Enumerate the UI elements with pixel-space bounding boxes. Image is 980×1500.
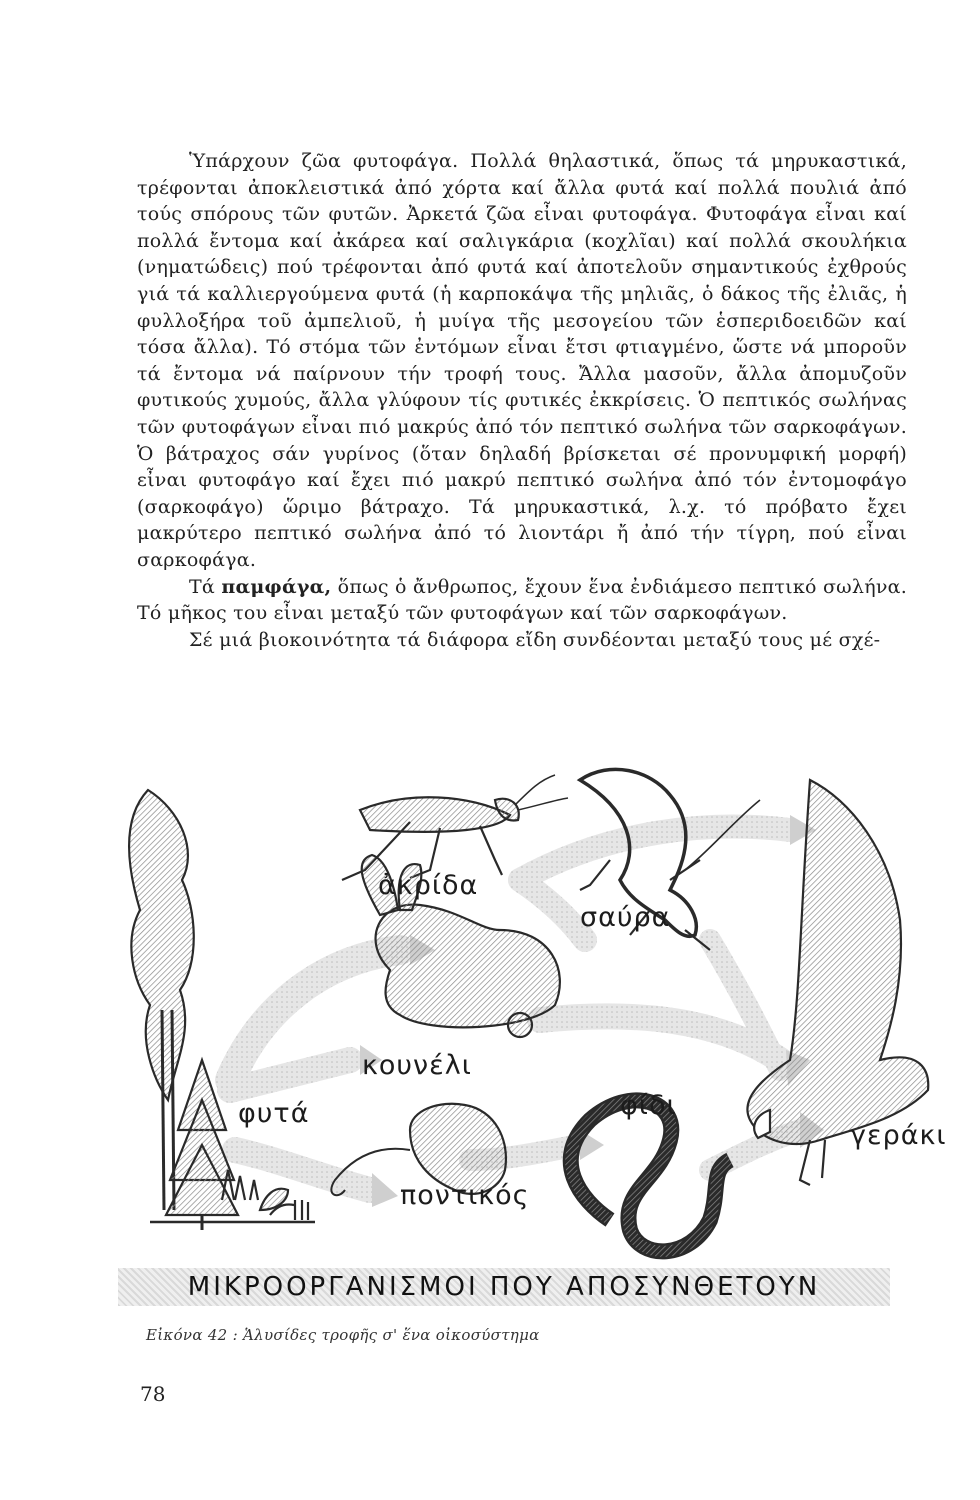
body-text: [137, 148, 907, 653]
paragraph-omnivores-start: Τά: [189, 575, 222, 598]
food-chain-illustration: [110, 760, 930, 1320]
decomposers-banner: [118, 1268, 890, 1306]
food-chain-figure: [110, 760, 947, 1320]
figure-caption: [146, 1326, 540, 1344]
label-snake: φίδι: [620, 1090, 677, 1121]
label-hawk: γεράκι: [850, 1120, 947, 1151]
label-mouse: ποντικός: [400, 1180, 530, 1211]
label-rabbit: κουνέλι: [362, 1050, 472, 1081]
label-lizard: σαύρα: [580, 902, 671, 933]
term-omnivores: παμφάγα,: [221, 575, 332, 598]
figure-caption-text: : Ἁλυσίδες τροφῆς σ' ἕνα οἰκοσύστημα: [227, 1326, 540, 1344]
page-number: 78: [140, 1382, 166, 1406]
decomposers-banner-text: ΜΙΚΡΟΟΡΓΑΝΙΣΜΟΙ ΠΟΥ ΑΠΟΣΥΝΘΕΤΟΥΝ: [187, 1272, 821, 1302]
paragraph-herbivores: Ὑπάρχουν ζῶα φυτοφάγα. Πολλά θηλαστικά, ὅπως τά μηρυκαστικά, τρέφονται ἀποκλειστικά ἀπό χόρτα καί ἄλλα φυτά καί πολλά πουλιά ἀπό τούς σπόρους τῶν φυτῶν. Ἀρκετά ζῶα εἶναι φυτοφάγα. Φυτοφάγα εἶναι καί πολλά ἔντομα καί ἀκάρεα καί σαλιγκάρια (κοχλῖαι) καί πολλά σκουλήκια (νηματώδεις) πού τρέφονται ἀπό φυτά καί ἀποτελοῦν σημαντικούς ἐχθρούς γιά τά καλλιεργούμενα φυτά (ἡ καρποκάψα τῆς μηλιᾶς, ὁ δάκος τῆς ἐλιᾶς, ἡ φυλλοξήρα τοῦ ἀμπελιοῦ, ἡ μυίγα τῆς μεσογείου τῶν ἑσπεριδοειδῶν καί τόσα ἄλλα). Τό στόμα τῶν ἐντόμων εἶναι ἔτσι φτιαγμένο, ὥστε νά μποροῦν τά ἔντομα νά παίρνουν τήν τροφή τους. Ἄλλα μασοῦν, ἄλλα ἀπομυζοῦν φυτικούς χυμούς, ἄλλα γλύφουν τίς φυτικές ἐκκρίσεις. Ὁ πεπτικός σωλήνας τῶν φυτοφάγων εἶναι πιό μακρύς ἀπό τόν πεπτικό σωλήνα τῶν σαρκοφάγων. Ὁ βάτραχος σάν γυρίνος (ὅταν δηλαδή βρίσκεται σέ προνυμφική μορφή) εἶναι φυτοφάγο καί ἔχει πιό μακρύ πεπτικό σωλήνα ἀπό τόν ἐντομοφάγο (σαρκοφάγο) ὥριμο βάτραχο. Τά μηρυκαστικά, λ.χ. τό πρόβατο ἔχει μακρύτερο πεπτικό σωλήνα ἀπό τό λιοντάρι ἤ ἀπό τήν τίγρη, πού εἶναι σαρκοφάγα.: [137, 150, 907, 571]
label-plants: φυτά: [238, 1098, 310, 1129]
paragraph-biocommunity: Σέ μιά βιοκοινότητα τά διάφορα εἴδη συνδέονται μεταξύ τους μέ σχέ-: [189, 628, 881, 651]
paragraph-omnivores: [137, 574, 907, 627]
figure-caption-label: Εἰκόνα 42: [146, 1326, 228, 1344]
label-grasshopper: ἀκρίδα: [378, 870, 479, 901]
paragraph-omnivores-rest: ὅπως ὁ ἄνθρωπος, ἔχουν ἕνα ἐνδιάμεσο πεπτικό σωλήνα. Τό μῆκος του εἶναι μεταξύ τῶν φυτοφάγων καί τῶν σαρκοφάγων.: [137, 575, 908, 625]
